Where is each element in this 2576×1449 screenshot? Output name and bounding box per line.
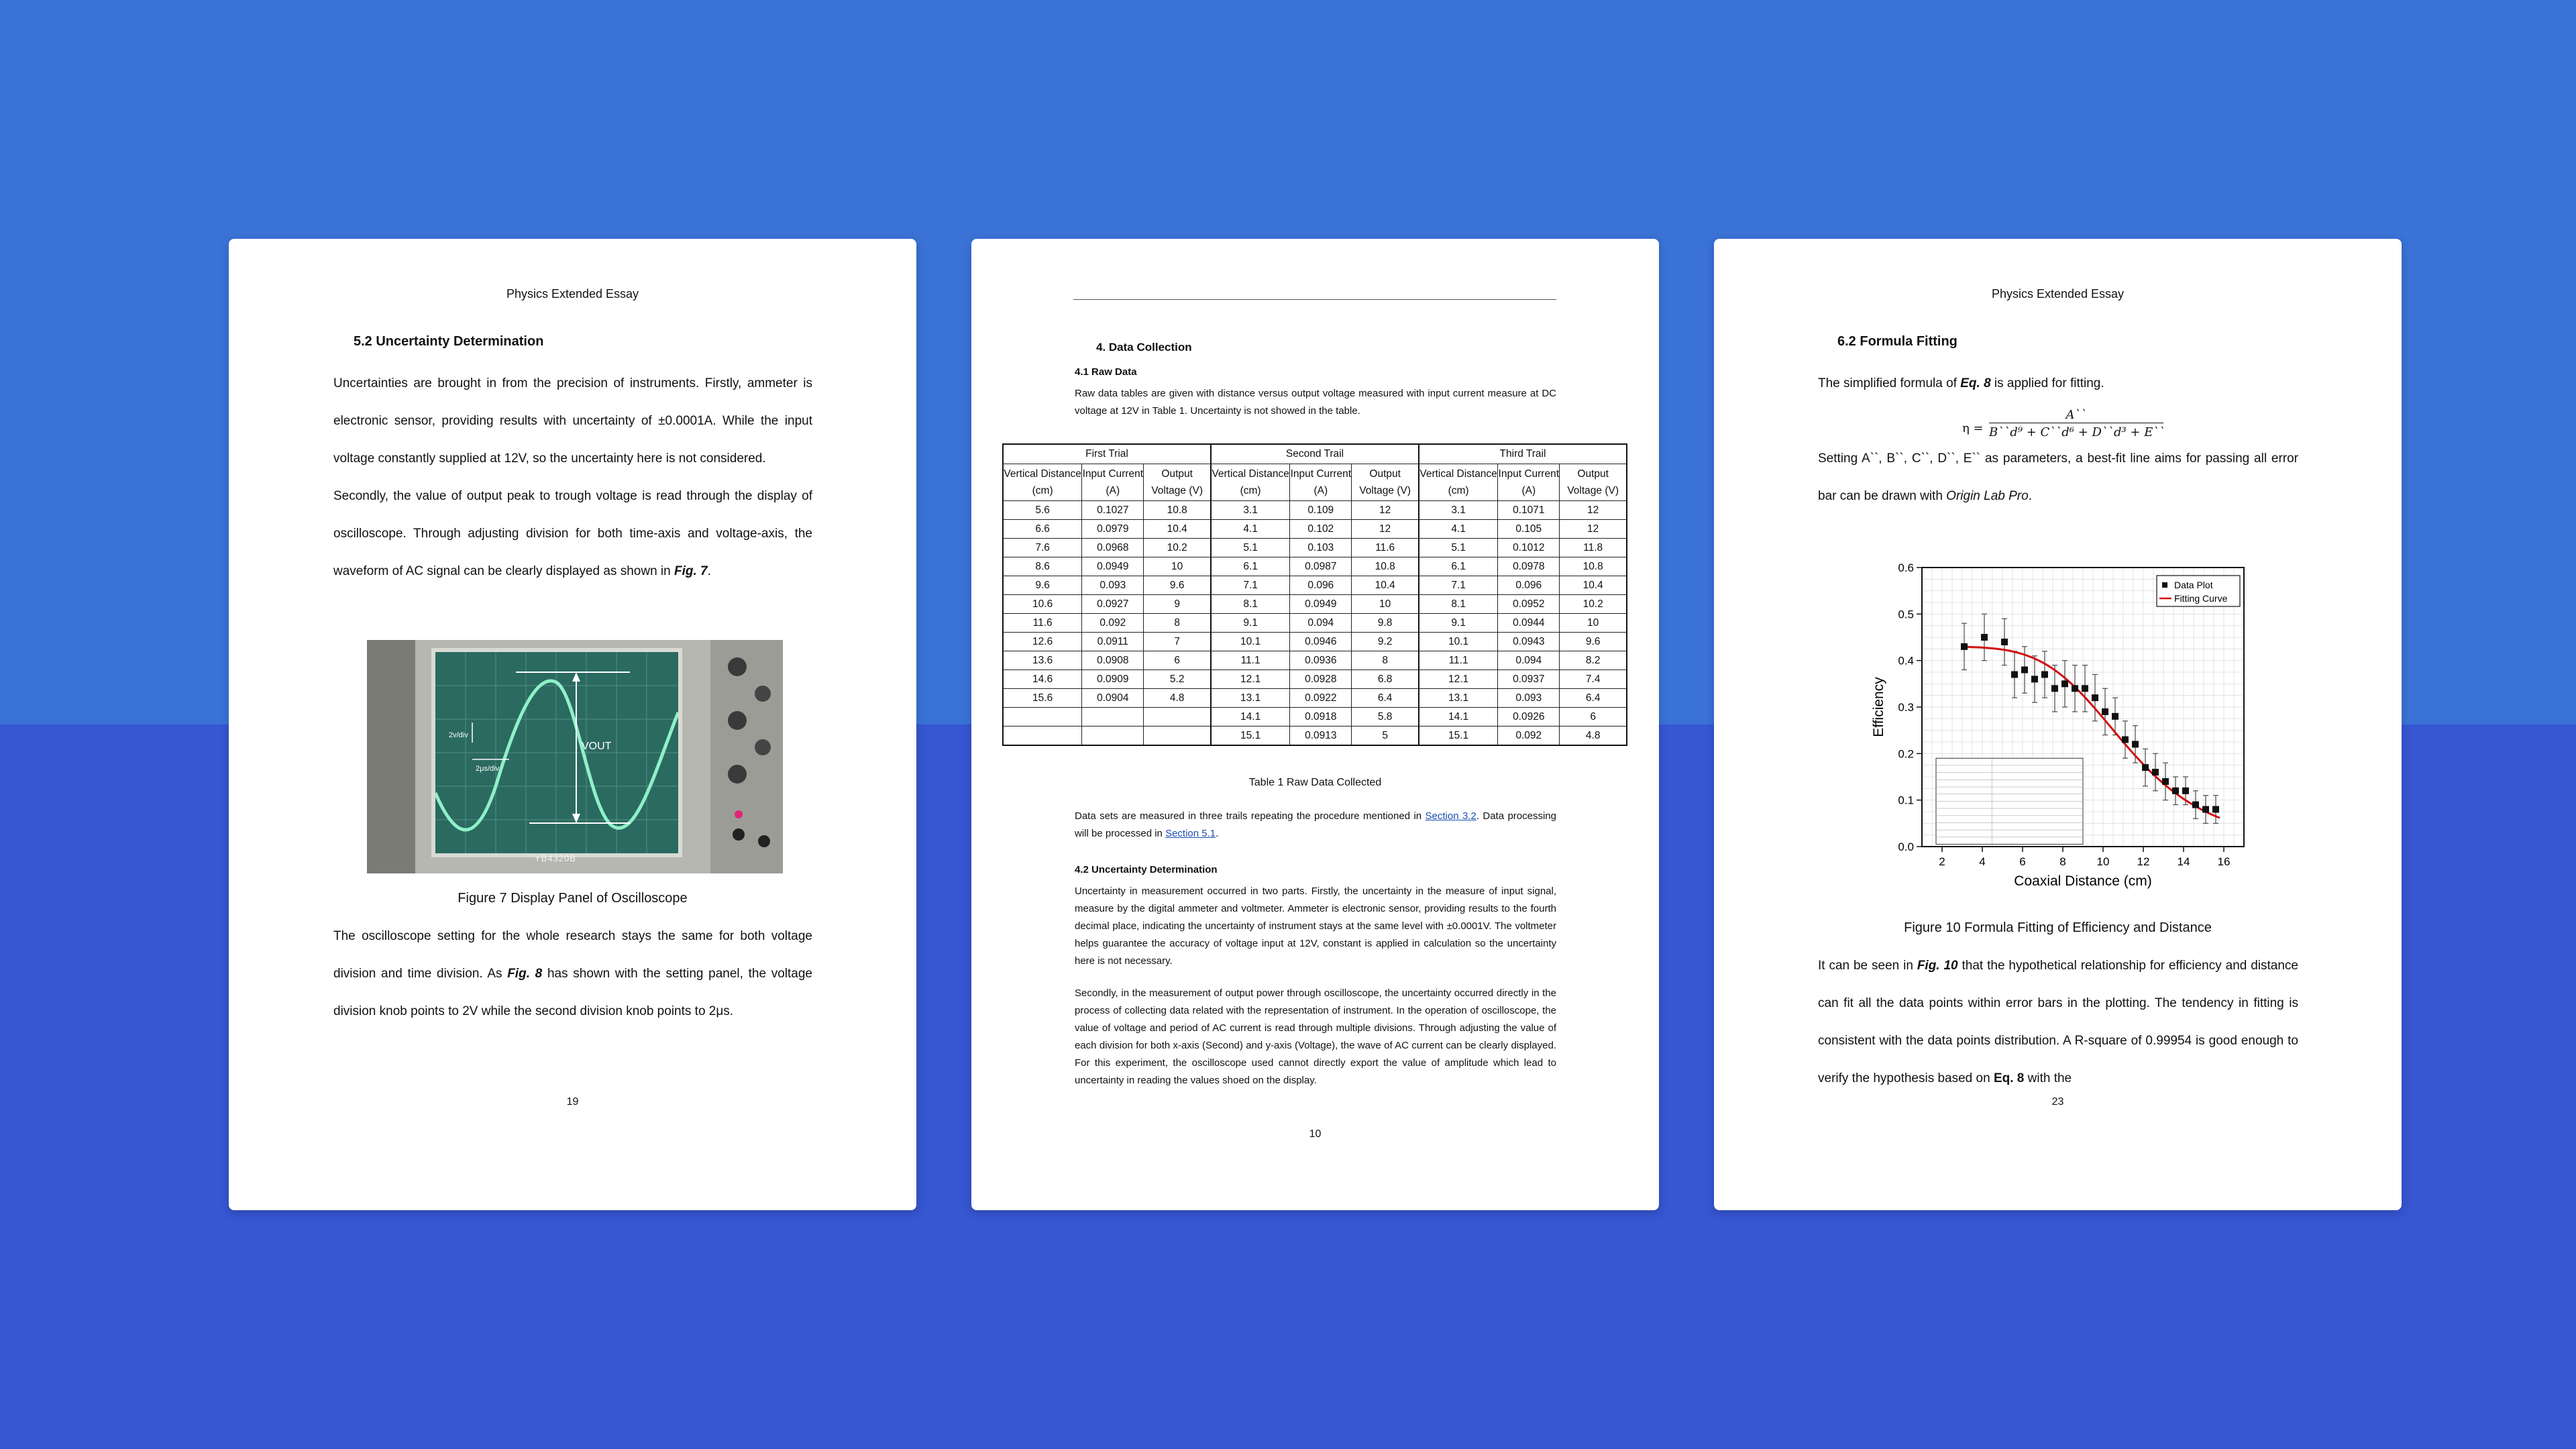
table-cell: 11.6	[1003, 614, 1082, 633]
table-cell: 8.2	[1560, 651, 1627, 670]
table-cell: 9.1	[1211, 614, 1290, 633]
table-cell: 9.6	[1560, 633, 1627, 651]
table-cell: 4.1	[1211, 520, 1290, 539]
table-cell: 9.6	[1144, 576, 1211, 595]
table-cell: 0.0918	[1290, 708, 1352, 727]
data-point	[2061, 680, 2068, 687]
legend-label-fit: Fitting Curve	[2174, 593, 2228, 604]
table-row	[1003, 689, 1627, 708]
table-cell: 10.6	[1003, 595, 1082, 614]
paragraph-3: The oscilloscope setting for the whole research stays the same for both voltage division and time division. As Fig. 8 has shown with the setting panel, the voltage division knob points to 2V while the second division knob points to 2μs.	[333, 929, 812, 1018]
data-point	[2152, 769, 2159, 775]
table-cell: 3.1	[1211, 501, 1290, 520]
table-cell: 12	[1352, 501, 1419, 520]
uncertainty-paragraph-2: Secondly, in the measurement of output power through oscilloscope, the uncertainty occurred directly in the process of collecting data related with the representation of instrument. In the operation of oscilloscope, the value of voltage and period of AC current is read through multiple divisions. Through adjusting the value of each division for both x-axis (Second) and y-axis (Voltage), the wave of AC current can be clearly displayed. For this experiment, the oscilloscope used cannot directly export the value of amplitude which lead to uncertainty in reading the values shoed on the display.	[1075, 987, 1556, 1086]
table-row	[1003, 651, 1627, 670]
table-cell: 12	[1560, 501, 1627, 520]
page-number: 19	[566, 1096, 579, 1108]
page-number: 10	[1309, 1128, 1322, 1140]
table-cell: 7.1	[1419, 576, 1498, 595]
table-cell: 6.8	[1352, 670, 1419, 689]
y-tick-label: 0.6	[1898, 561, 1914, 574]
data-point	[2212, 806, 2219, 813]
table-cell: 0.0949	[1082, 557, 1144, 576]
table-row	[1003, 539, 1627, 557]
data-point	[2082, 685, 2088, 692]
table-cell: 15.1	[1419, 727, 1498, 746]
y-tick-label: 0.4	[1898, 654, 1914, 667]
table-cell: 13.1	[1419, 689, 1498, 708]
raw-data-table	[1002, 443, 1627, 746]
table-cell: 15.1	[1211, 727, 1290, 746]
data-point	[2202, 806, 2209, 813]
table-cell: 11.8	[1560, 539, 1627, 557]
table-cell: 15.6	[1003, 689, 1082, 708]
document-page-19	[229, 239, 916, 1210]
table-cell	[1082, 708, 1144, 727]
table-cell: 12.1	[1211, 670, 1290, 689]
document-page-23: Physics Extended Essay 6.2 Formula Fitting The simplified formula of Eq. 8 is applied for fitting. η = A`` B``d⁹ + C``d⁶ + D``d³ + E`` Setting A``, B``, C``, D``, E`` as parameters, a best-fit line aims for passing all error bar can be drawn with Origin Lab Pro. 2 4 6 8 10 12 14 16 0.0 0.1 0.2 0.3 0.4 0.5 0.6 Coaxial Distance (cm) Efficiency Data Plot Fitting Curve Figure 10 Formula Fitting of Efficiency and Distance It can be seen in Fig. 10 that the hypothetical relationship for efficiency and distance can fit all the data points within error bars in the plotting. The tendency in fitting is consistent with the data points distribution. A R-square of 0.99954 is good enough to verify the hypothesis based on Eq. 8 with the 23	[1714, 239, 2402, 1210]
raw-data-intro: Raw data tables are given with distance versus output voltage measured with input current measure at DC voltage at 12V in Table 1. Uncertainty is not showed in the table.	[1075, 388, 1556, 417]
x-tick-label: 14	[2177, 855, 2190, 868]
section-3-2-link[interactable]: Section 3.2	[1425, 810, 1477, 822]
table-cell: 0.094	[1498, 651, 1560, 670]
table-cell: 14.1	[1419, 708, 1498, 727]
table-column-header: Vertical Distance (cm)	[1003, 464, 1082, 501]
data-sets-paragraph: Data sets are measured in three trails repeating the procedure mentioned in Section 3.2. Data processing will be processed in Section 5.1.	[1075, 810, 1556, 839]
table-cell: 0.0904	[1082, 689, 1144, 708]
figure-caption: Figure 10 Formula Fitting of Efficiency and Distance	[1904, 920, 2212, 935]
table-cell	[1144, 708, 1211, 727]
data-point	[2182, 788, 2189, 794]
table-row	[1003, 520, 1627, 539]
table-row	[1003, 557, 1627, 576]
table-cell	[1003, 727, 1082, 746]
fig-reference: Fig. 7	[674, 564, 708, 578]
table-cell	[1082, 727, 1144, 746]
data-point	[2031, 676, 2038, 682]
table-cell: 7.6	[1003, 539, 1082, 557]
setting-paragraph: Setting A``, B``, C``, D``, E`` as parameters, a best-fit line aims for passing all error bar can be drawn with Origin Lab Pro.	[1818, 451, 2298, 503]
legend-marker-data	[2162, 582, 2167, 588]
data-point	[2072, 685, 2078, 692]
table-cell: 0.0987	[1290, 557, 1352, 576]
y-tick-label: 0.3	[1898, 701, 1914, 714]
oscilloscope-photo	[367, 640, 783, 873]
table-cell: 13.1	[1211, 689, 1290, 708]
table-cell: 0.0911	[1082, 633, 1144, 651]
table-cell: 7.1	[1211, 576, 1290, 595]
table-cell: 9.2	[1352, 633, 1419, 651]
running-header: Physics Extended Essay	[506, 287, 639, 301]
table-cell: 14.6	[1003, 670, 1082, 689]
table-cell: 6.1	[1419, 557, 1498, 576]
fig-reference: Fig. 8	[507, 967, 543, 981]
table-cell: 11.1	[1419, 651, 1498, 670]
fig-reference: Fig. 10	[1917, 959, 1958, 973]
y-tick-label: 0.5	[1898, 608, 1914, 621]
table-cell: 12.6	[1003, 633, 1082, 651]
uncertainty-paragraph-1: Uncertainty in measurement occurred in two parts. Firstly, the uncertainty in the measure of input signal, measure by the digital ammeter and voltmeter. Ammeter is electronic sensor, providing results to the fourth decimal place, indicating the uncertainty of instrument stays at the same level with ±0.0001V. The voltmeter helps guarantee the accuracy of voltage input at 12V, constant is applied in calculation so the uncertainty here is not necessary.	[1075, 885, 1556, 967]
table-cell: 10.4	[1144, 520, 1211, 539]
table-cell: 0.1071	[1498, 501, 1560, 520]
table-cell: 0.0943	[1498, 633, 1560, 651]
table-row	[1003, 614, 1627, 633]
table-cell: 11.6	[1352, 539, 1419, 557]
table-cell: 0.092	[1498, 727, 1560, 746]
x-tick-label: 16	[2217, 855, 2231, 868]
table-cell: 9.8	[1352, 614, 1419, 633]
table-cell: 12	[1352, 520, 1419, 539]
table-cell: 0.094	[1290, 614, 1352, 633]
section-5-1-link[interactable]: Section 5.1	[1165, 828, 1216, 839]
legend-label-data: Data Plot	[2174, 580, 2213, 590]
table-cell: 0.0909	[1082, 670, 1144, 689]
eq-reference: Eq. 8	[1960, 376, 1991, 390]
table-cell: 0.096	[1290, 576, 1352, 595]
x-tick-label: 2	[1939, 855, 1945, 868]
table-cell: 0.1027	[1082, 501, 1144, 520]
y-axis-label: Efficiency	[1871, 677, 1886, 737]
data-point	[2162, 778, 2169, 785]
y-tick-label: 0.2	[1898, 747, 1914, 761]
table-cell: 10.8	[1144, 501, 1211, 520]
table-cell: 0.0928	[1290, 670, 1352, 689]
control-knobs	[710, 640, 783, 873]
y-tick-label: 0.1	[1898, 794, 1914, 807]
table-column-header: Output Voltage (V)	[1560, 464, 1627, 501]
body-text-setting	[333, 918, 812, 1030]
table-cell: 0.0968	[1082, 539, 1144, 557]
table-cell: 0.0946	[1290, 633, 1352, 651]
table-cell: 8	[1144, 614, 1211, 633]
table-cell: 9.1	[1419, 614, 1498, 633]
table-row	[1003, 595, 1627, 614]
table-cell: 10.1	[1419, 633, 1498, 651]
table-cell: 8	[1352, 651, 1419, 670]
table-cell: 6.4	[1560, 689, 1627, 708]
table-cell: 5.1	[1211, 539, 1290, 557]
oscilloscope-brand-label: YB4320B	[535, 853, 576, 863]
document-page-10	[971, 239, 1659, 1210]
table-column-header: Vertical Distance (cm)	[1419, 464, 1498, 501]
data-point	[2132, 741, 2139, 747]
table-cell: 10.1	[1211, 633, 1290, 651]
table-cell: 10	[1144, 557, 1211, 576]
data-point	[2092, 694, 2098, 701]
data-point	[2172, 788, 2179, 794]
table-cell: 0.0979	[1082, 520, 1144, 539]
section-title: 4. Data Collection	[1096, 341, 1192, 354]
section-title: 6.2 Formula Fitting	[1837, 334, 1957, 349]
table-row	[1003, 670, 1627, 689]
table-cell: 6	[1560, 708, 1627, 727]
table-row	[1003, 708, 1627, 727]
table-cell: 6	[1144, 651, 1211, 670]
table-cell: 7	[1144, 633, 1211, 651]
table-cell: 4.8	[1144, 689, 1211, 708]
table-cell: 0.0952	[1498, 595, 1560, 614]
volt-div-label: 2v/div	[449, 731, 468, 739]
paragraph-2: Secondly, the value of output peak to trough voltage is read through the display of oscilloscope. Through adjusting division for both time-axis and voltage-axis, the waveform of AC signal can be clearly displayed as shown in Fig. 7.	[333, 489, 812, 578]
table-cell	[1144, 727, 1211, 746]
table-row	[1003, 727, 1627, 746]
y-tick-label: 0.0	[1898, 841, 1914, 853]
figure-caption: Figure 7 Display Panel of Oscilloscope	[458, 891, 688, 906]
table-cell: 13.6	[1003, 651, 1082, 670]
table-cell: 10.8	[1560, 557, 1627, 576]
table-cell: 0.0949	[1290, 595, 1352, 614]
table-cell: 0.093	[1082, 576, 1144, 595]
table-cell: 0.0978	[1498, 557, 1560, 576]
table-cell: 4.8	[1560, 727, 1627, 746]
data-point	[1981, 634, 1988, 641]
table-column-header: Input Current (A)	[1082, 464, 1144, 501]
table-column-header: Input Current (A)	[1498, 464, 1560, 501]
table-row	[1003, 576, 1627, 595]
x-tick-label: 12	[2137, 855, 2150, 868]
table-cell: 9	[1144, 595, 1211, 614]
table-cell: 0.1012	[1498, 539, 1560, 557]
table-cell: 0.0922	[1290, 689, 1352, 708]
table-cell: 10.2	[1144, 539, 1211, 557]
table-cell: 3.1	[1419, 501, 1498, 520]
fit-parameter-table	[1936, 758, 2083, 844]
table-cell: 0.0926	[1498, 708, 1560, 727]
data-point	[2001, 639, 2008, 645]
table-cell: 5.6	[1003, 501, 1082, 520]
table-cell	[1003, 708, 1082, 727]
data-point	[2142, 764, 2149, 771]
eq-reference: Eq. 8	[1993, 1071, 2025, 1085]
table-cell: 0.093	[1498, 689, 1560, 708]
table-cell: 5.8	[1352, 708, 1419, 727]
efficiency-chart	[1868, 554, 2257, 890]
table-cell: 10.8	[1352, 557, 1419, 576]
data-point	[2122, 737, 2129, 743]
table-cell: 0.0927	[1082, 595, 1144, 614]
table-cell: 0.096	[1498, 576, 1560, 595]
table-row	[1003, 633, 1627, 651]
x-tick-label: 10	[2096, 855, 2110, 868]
table-cell: 6.6	[1003, 520, 1082, 539]
table-cell: 0.0944	[1498, 614, 1560, 633]
table-cell: 0.0936	[1290, 651, 1352, 670]
table-cell: 0.109	[1290, 501, 1352, 520]
table-cell: 4.1	[1419, 520, 1498, 539]
table-cell: 0.0913	[1290, 727, 1352, 746]
table-cell: 9.6	[1003, 576, 1082, 595]
oscilloscope-screen	[431, 648, 682, 857]
table-cell: 0.105	[1498, 520, 1560, 539]
x-tick-label: 4	[1979, 855, 1986, 868]
header-rule	[1073, 299, 1556, 300]
table-cell: 0.092	[1082, 614, 1144, 633]
table-cell: 6.4	[1352, 689, 1419, 708]
data-point	[2041, 671, 2048, 678]
table-cell: 0.0937	[1498, 670, 1560, 689]
data-point	[2011, 671, 2018, 678]
table-cell: 12	[1560, 520, 1627, 539]
table-group-header: First Trial	[1003, 444, 1211, 464]
x-tick-label: 6	[2019, 855, 2026, 868]
table-cell: 10	[1352, 595, 1419, 614]
body-text-uncertainty	[333, 365, 812, 590]
paragraph-1: Uncertainties are brought in from the precision of instruments. Firstly, ammeter is electronic sensor, providing results with uncertainty of ±0.0001A. While the input voltage constantly supplied at 12V, so the uncertainty here is not considered.	[333, 376, 812, 466]
table-cell: 11.1	[1211, 651, 1290, 670]
data-point	[1961, 643, 1968, 650]
table-group-header: Second Trail	[1211, 444, 1419, 464]
table-cell: 0.103	[1290, 539, 1352, 557]
formula-intro: The simplified formula of Eq. 8 is applied for fitting.	[1818, 376, 2104, 390]
table-cell: 7.4	[1560, 670, 1627, 689]
table-cell: 10.2	[1560, 595, 1627, 614]
table-cell: 12.1	[1419, 670, 1498, 689]
table-cell: 5	[1352, 727, 1419, 746]
subsection-uncertainty: 4.2 Uncertainty Determination	[1075, 864, 1218, 875]
running-header: Physics Extended Essay	[1991, 287, 2125, 301]
data-point	[2051, 685, 2058, 692]
table-cell: 10.4	[1560, 576, 1627, 595]
conclusion-paragraph: It can be seen in Fig. 10 that the hypothetical relationship for efficiency and distance can fit all the data points within error bars in the plotting. The tendency in fitting is consistent with the data points distribution. A R-square of 0.99954 is good enough to verify the hypothesis based on Eq. 8 with the	[1818, 959, 2298, 1085]
table-cell: 6.1	[1211, 557, 1290, 576]
table-cell: 8.1	[1211, 595, 1290, 614]
subsection-raw-data: 4.1 Raw Data	[1075, 366, 1137, 378]
table-cell: 10	[1560, 614, 1627, 633]
vout-label: VOUT	[582, 741, 612, 752]
table-caption: Table 1 Raw Data Collected	[1248, 777, 1382, 788]
table-cell: 8.1	[1419, 595, 1498, 614]
data-point	[2192, 802, 2199, 808]
x-tick-label: 8	[2059, 855, 2066, 868]
table-cell: 8.6	[1003, 557, 1082, 576]
page-number: 23	[2051, 1096, 2064, 1108]
data-point	[2021, 667, 2028, 674]
table-group-header: Third Trail	[1419, 444, 1627, 464]
table-cell: 5.1	[1419, 539, 1498, 557]
table-cell: 10.4	[1352, 576, 1419, 595]
table-cell: 14.1	[1211, 708, 1290, 727]
table-cell: 0.102	[1290, 520, 1352, 539]
table-cell: 5.2	[1144, 670, 1211, 689]
table-column-header: Output Voltage (V)	[1352, 464, 1419, 501]
data-point	[2112, 713, 2118, 720]
time-div-label: 2μs/div	[476, 765, 500, 773]
section-title: 5.2 Uncertainty Determination	[354, 334, 544, 349]
x-axis-label: Coaxial Distance (cm)	[2014, 873, 2152, 889]
data-point	[2102, 708, 2108, 715]
table-column-header: Output Voltage (V)	[1144, 464, 1211, 501]
table-column-header: Input Current (A)	[1290, 464, 1352, 501]
table-row	[1003, 501, 1627, 520]
table-column-header: Vertical Distance (cm)	[1211, 464, 1290, 501]
uncertainty-text	[1075, 883, 1556, 1104]
table-cell: 0.0908	[1082, 651, 1144, 670]
